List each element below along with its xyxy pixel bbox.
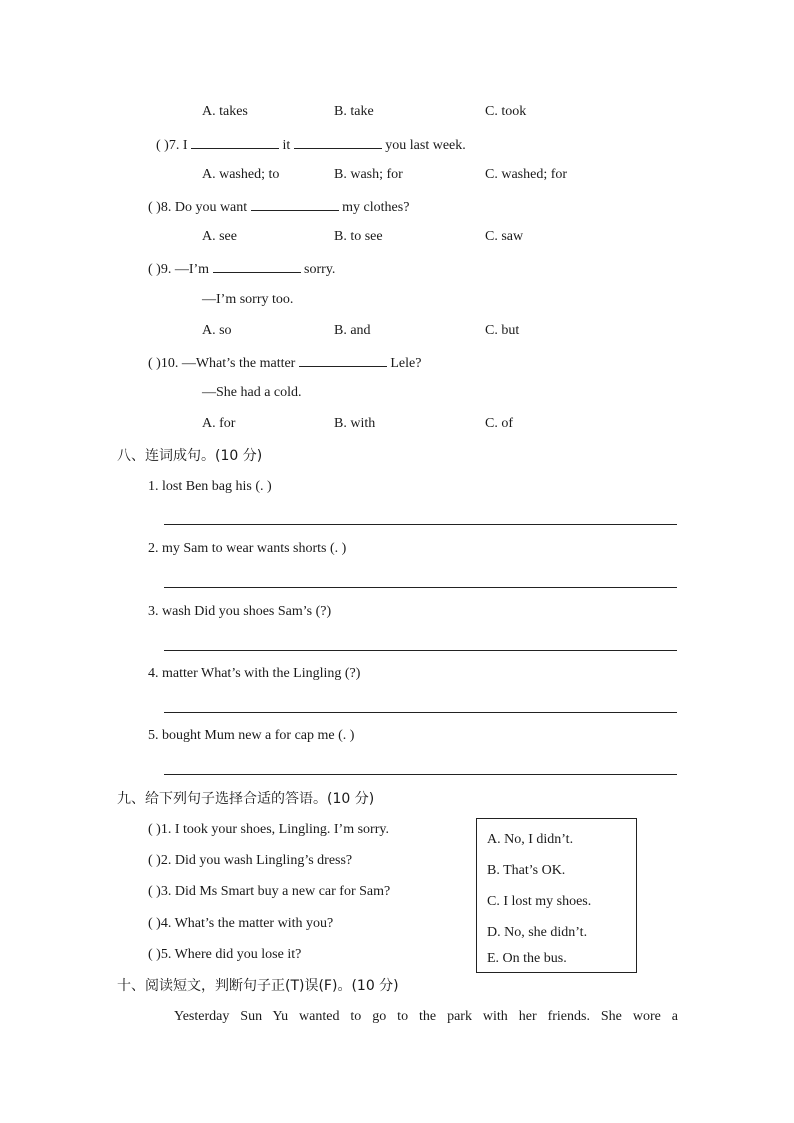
- q9-option-c: C. but: [485, 323, 520, 338]
- answer-line[interactable]: [164, 712, 677, 713]
- answer-option: A. No, I didn’t.: [487, 832, 574, 847]
- answer-option: D. No, she didn’t.: [487, 925, 588, 940]
- q6-option-b: B. take: [334, 104, 374, 119]
- answer-paren: ( ): [148, 262, 161, 277]
- section8-item: 3. wash Did you shoes Sam’s (?): [148, 604, 332, 619]
- q10-option-b: B. with: [334, 416, 376, 431]
- section8-title: 八、连词成句。(10 分): [117, 448, 263, 464]
- answer-line[interactable]: [164, 524, 677, 525]
- section9-question: ( )1. I took your shoes, Lingling. I’m sorry.: [148, 822, 389, 837]
- q7-question: ( )7. I it you last week.: [156, 135, 466, 155]
- fill-blank: [294, 135, 382, 149]
- q8-question: ( )8. Do you want my clothes?: [148, 197, 409, 217]
- section9-question: ( )4. What’s the matter with you?: [148, 916, 334, 931]
- answer-paren: ( ): [148, 916, 161, 931]
- section9-question: ( )2. Did you wash Lingling’s dress?: [148, 853, 353, 868]
- q10-option-c: C. of: [485, 416, 513, 431]
- section9-question: ( )3. Did Ms Smart buy a new car for Sam?: [148, 884, 391, 899]
- q7-option-a: A. washed; to: [202, 167, 280, 182]
- q9-reply: —I’m sorry too.: [202, 292, 294, 307]
- answer-paren: ( ): [148, 853, 161, 868]
- answer-option: B. That’s OK.: [487, 863, 566, 878]
- q8-option-b: B. to see: [334, 229, 383, 244]
- fill-blank: [299, 353, 387, 367]
- q7-option-b: B. wash; for: [334, 167, 403, 182]
- q7-option-c: C. washed; for: [485, 167, 568, 182]
- q9-option-a: A. so: [202, 323, 232, 338]
- q9-option-b: B. and: [334, 323, 371, 338]
- answer-option: E. On the bus.: [487, 951, 567, 966]
- q10-option-a: A. for: [202, 416, 236, 431]
- answer-line[interactable]: [164, 650, 677, 651]
- section8-item: 4. matter What’s with the Lingling (?): [148, 666, 361, 681]
- fill-blank: [251, 197, 339, 211]
- q9-question: ( )9. —I’m sorry.: [148, 259, 335, 279]
- reading-passage-line: Yesterday Sun Yu wanted to go to the park with her friends. She wore a: [174, 1009, 678, 1024]
- answer-paren: ( ): [148, 884, 161, 899]
- q10-question: ( )10. —What’s the matter Lele?: [148, 353, 421, 373]
- answer-line[interactable]: [164, 587, 677, 588]
- section9-question: ( )5. Where did you lose it?: [148, 947, 302, 962]
- answer-paren: ( ): [148, 356, 161, 371]
- section8-item: 5. bought Mum new a for cap me (. ): [148, 728, 355, 743]
- q8-option-a: A. see: [202, 229, 237, 244]
- q8-option-c: C. saw: [485, 229, 524, 244]
- answer-paren: ( ): [148, 200, 161, 215]
- answer-option: C. I lost my shoes.: [487, 894, 592, 909]
- q6-option-a: A. takes: [202, 104, 248, 119]
- fill-blank: [191, 135, 279, 149]
- section9-title: 九、给下列句子选择合适的答语。(10 分): [117, 791, 375, 807]
- answer-paren: ( ): [156, 138, 169, 153]
- section8-item: 1. lost Ben bag his (. ): [148, 479, 272, 494]
- section8-item: 2. my Sam to wear wants shorts (. ): [148, 541, 347, 556]
- answer-line[interactable]: [164, 774, 677, 775]
- answer-paren: ( ): [148, 822, 161, 837]
- answer-paren: ( ): [148, 947, 161, 962]
- q10-reply: —She had a cold.: [202, 385, 302, 400]
- q6-option-c: C. took: [485, 104, 527, 119]
- fill-blank: [213, 259, 301, 273]
- section10-title: 十、阅读短文，判断句子正(T)误(F)。(10 分): [117, 978, 399, 994]
